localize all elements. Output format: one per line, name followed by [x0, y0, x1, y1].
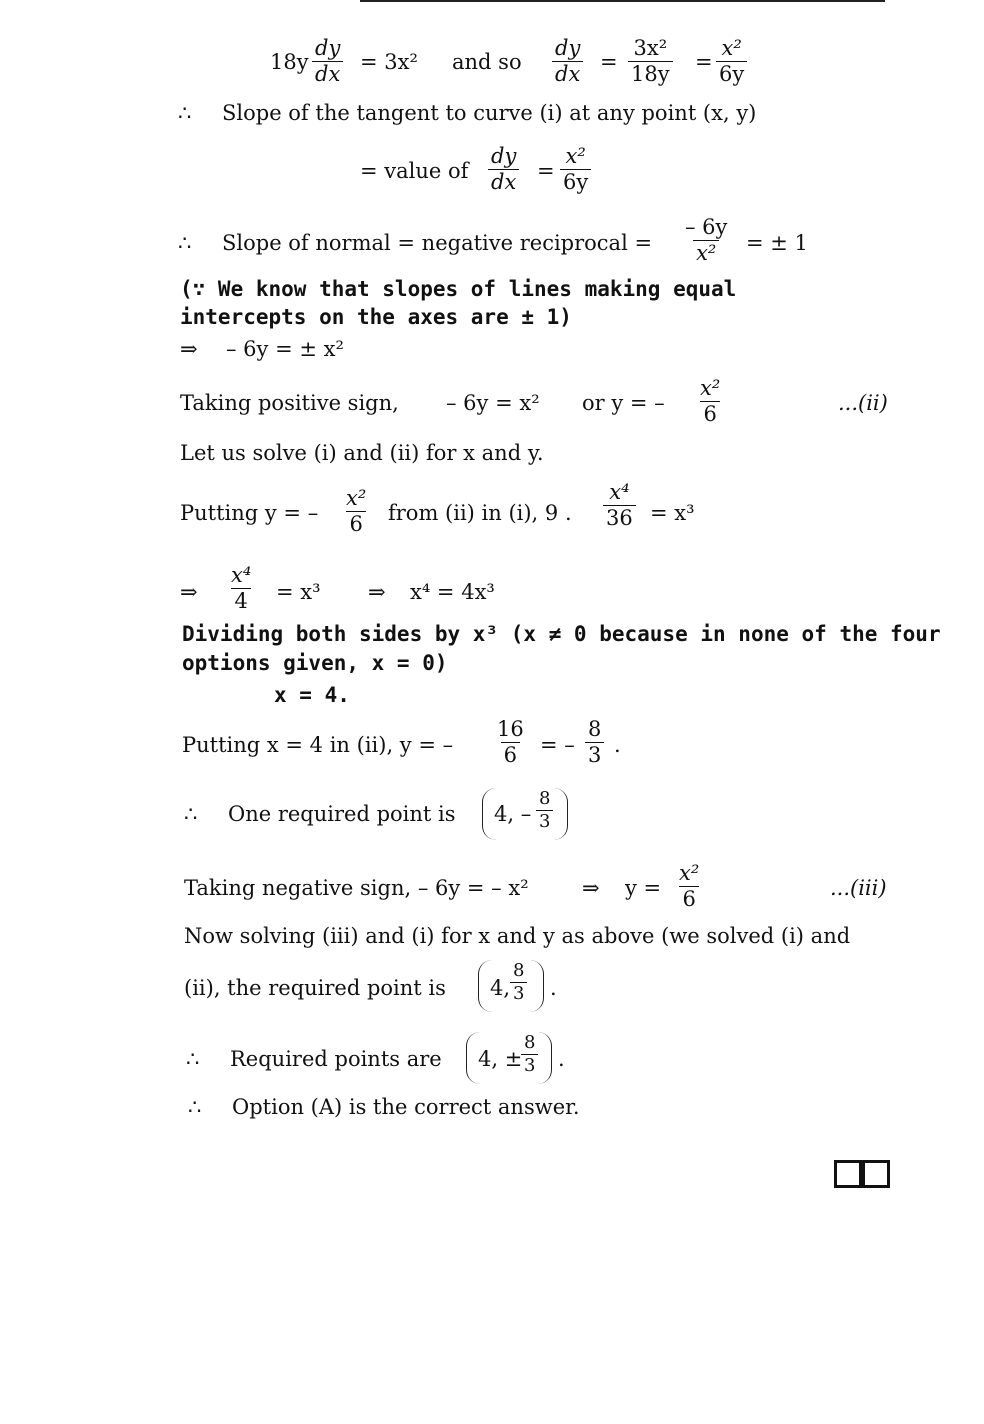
fraction-x2-6y-2: $\frac{\text{x²}}{6y}$ [560, 146, 591, 193]
slope-tangent-text: Slope of the tangent to curve (i) at any point (x, y) [222, 101, 757, 125]
fraction-x2-6-2: $\frac{\text{x²}}{6}$ [346, 486, 367, 536]
eq-3x2: = 3x² [360, 50, 418, 74]
option-line: Option (A) is the correct answer. [232, 1095, 580, 1119]
fraction-dy-dx-1: $\frac{dy}{dx}$ [312, 38, 343, 85]
therefore-2: ∴ [178, 231, 192, 255]
fraction-8-3-1: $\frac{8}{3}$ [585, 719, 604, 766]
fraction-x4-4: $\frac{\text{x⁴}}{4}$ [231, 563, 252, 613]
one-point: One required point is [228, 802, 456, 826]
therefore-5: ∴ [188, 1095, 202, 1119]
now-solving: Now solving (iii) and (i) for x and y as above (we solved (i) and [184, 924, 851, 948]
fraction-16-6: $\frac{16}{6}$ [497, 717, 524, 767]
required-point: (ii), the required point is [184, 976, 446, 1000]
label-ii: ...(ii) [838, 391, 888, 415]
four-comma-pm: 4, ± [478, 1047, 523, 1071]
putting-x: Putting x = 4 in (ii), y = – [182, 733, 454, 757]
pos-eq: – 6y = x² [446, 391, 540, 415]
equals-3: = [537, 159, 555, 183]
solve-line: Let us solve (i) and (ii) for x and y. [180, 441, 544, 465]
value-of: = value of [360, 159, 469, 183]
fraction-dy-dx-2: $\frac{dy}{dx}$ [552, 38, 583, 85]
fraction-8-3-2: $\frac{8}{3}$ [536, 790, 553, 831]
therefore-1: ∴ [178, 101, 192, 125]
and-so: and so [452, 50, 522, 74]
equals-2: = [695, 50, 713, 74]
y-eq: y = [625, 876, 662, 900]
therefore-3: ∴ [184, 802, 198, 826]
x4-eq: x⁴ = 4x³ [410, 580, 495, 604]
period-2: . [550, 976, 557, 1000]
implies-2: ⇒ [180, 580, 198, 604]
equals-1: = [600, 50, 618, 74]
step-eq: – 6y = ± x² [226, 337, 344, 361]
fraction-x2-6y: $\frac{\text{x²}}{6y}$ [716, 38, 747, 85]
top-rule [360, 0, 885, 2]
implies-4: ⇒ [582, 876, 600, 900]
eq-minus: = – [540, 733, 575, 757]
know-line-2: intercepts on the axes are ± 1) [180, 305, 572, 329]
coef-18y: 18y [270, 50, 309, 74]
eq-x3-2: = x³ [276, 580, 321, 604]
period-3: . [558, 1047, 565, 1071]
taking-positive: Taking positive sign, [180, 391, 399, 415]
or-y: or y = – [582, 391, 665, 415]
implies-3: ⇒ [368, 580, 386, 604]
label-iii: ...(iii) [830, 876, 887, 900]
fraction-x2-6-3: $\frac{\text{x²}}{6}$ [679, 861, 700, 911]
slope-normal-text: Slope of normal = negative reciprocal = [222, 231, 653, 255]
end-mark-square-1 [834, 1160, 862, 1188]
x-eq-4: x = 4. [274, 683, 350, 707]
fraction-neg-6y-x2: $\frac{- 6y}{\text{x²}}$ [685, 215, 728, 265]
fraction-dy-dx-3: $\frac{dy}{dx}$ [488, 146, 519, 193]
end-mark-square-2 [862, 1160, 890, 1188]
four-comma-minus: 4, – [494, 802, 532, 826]
four-comma: 4, [490, 976, 511, 1000]
eq-x3-1: = x³ [650, 501, 695, 525]
pm-one: = ± 1 [746, 231, 808, 255]
dividing-line-1: Dividing both sides by x³ (x ≠ 0 because in none of the four [182, 622, 941, 646]
putting-y: Putting y = – [180, 501, 319, 525]
implies-1: ⇒ [180, 337, 198, 361]
fraction-x2-6-1: $\frac{\text{x²}}{6}$ [700, 376, 721, 426]
required-points: Required points are [230, 1047, 442, 1071]
fraction-x4-36: $\frac{\text{x⁴}}{36}$ [603, 482, 636, 529]
fraction-8-3-3: $\frac{8}{3}$ [510, 962, 527, 1003]
fraction-3x2-18y: $\frac{\text{3x²}}{18y}$ [628, 38, 673, 85]
therefore-4: ∴ [186, 1047, 200, 1071]
fraction-8-3-4: $\frac{8}{3}$ [521, 1034, 538, 1075]
period-1: . [614, 733, 621, 757]
dividing-line-2: options given, x = 0) [182, 651, 448, 675]
from-ii: from (ii) in (i), 9 . [388, 501, 572, 525]
know-line-1: (∵ We know that slopes of lines making equal [180, 277, 737, 301]
taking-negative: Taking negative sign, – 6y = – x² [184, 876, 529, 900]
